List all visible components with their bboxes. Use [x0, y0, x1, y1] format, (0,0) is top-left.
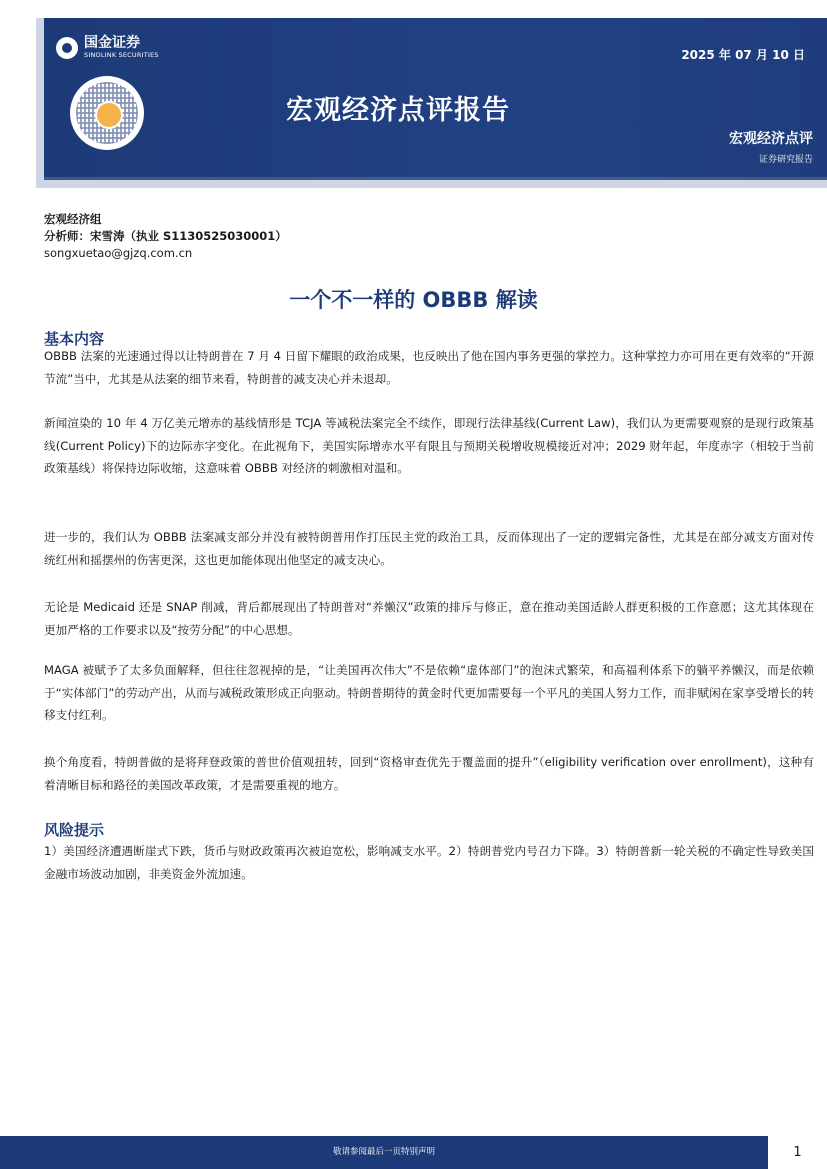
paragraph-3: 进一步的，我们认为 OBBB 法案减支部分并没有被特朗普用作打压民主党的政治工具，反而体现出了一定的逻辑完备性，尤其是在部分减支方面对传统红州和摇摆州的伤害更深，这也更加能体现出他坚定的减支决心。 [44, 530, 814, 567]
logo-text-en: SINOLINK SECURITIES [84, 51, 159, 59]
risk-paragraph: 1）美国经济遭遇断崖式下跌，货币与财政政策再次被迫宽松，影响减支水平。2）特朗普党内号召力下降。3）特朗普新一轮关税的不确定性导致美国金融市场波动加剧，非美资金外流加速。 [44, 844, 814, 881]
report-date: 2025 年 07 月 10 日 [681, 48, 805, 62]
qr-code-icon [70, 76, 144, 150]
footer-disclaimer: 敬请参阅最后一页特别声明 [0, 1136, 768, 1169]
paragraph-5: MAGA 被赋予了太多负面解释，但往往忽视掉的是，“让美国再次伟大”不是依赖“虚体部门”的泡沫式繁荣，和高福利体系下的躺平养懒汉，而是依赖于“实体部门”的劳动产出，从而与减税政策形成正向驱动。特朗普期待的黄金时代更加需要每一个平凡的美国人努力工作，而非赋闲在家享受增长的转移支付红利。 [44, 663, 814, 722]
logo-icon [56, 37, 78, 59]
analyst-info [44, 211, 287, 262]
section-heading-basic: 基本内容 [44, 330, 105, 348]
paragraph-6: 换个角度看，特朗普做的是将拜登政策的普世价值观扭转，回到“资格审查优先于覆盖面的提升”（eligibility verification over enrollment)，这种有着清晰目标和路径的美国改革政策，才是需要重视的地方。 [44, 755, 814, 792]
section-heading-risk: 风险提示 [44, 821, 105, 839]
paragraph-2: 新闻渲染的 10 年 4 万亿美元增赤的基线情形是 TCJA 等减税法案完全不续作，即现行法律基线(Current Law)，我们认为更需要观察的是现行政策基线(Current Policy)下的边际赤字变化。在此视角下，美国实际增赤水平有限且与预期关税增收规模接近对冲；2029 财年起，年度赤字（相较于当前政策基线）将保持边际收缩，这意味着 OBBB 对经济的刺激相对温和。 [44, 416, 814, 475]
company-logo [56, 36, 159, 59]
report-type-title: 宏观经济点评报告 [286, 95, 510, 126]
report-header [44, 18, 827, 180]
analyst-email[interactable]: songxuetao@gjzq.com.cn [44, 246, 193, 260]
report-category: 宏观经济点评 [729, 131, 813, 147]
report-subcategory: 证券研究报告 [758, 155, 813, 165]
paragraph-4: 无论是 Medicaid 还是 SNAP 削减，背后都展现出了特朗普对“养懒汉”政策的排斥与修正，意在推动美国适龄人群更积极的工作意愿；这尤其体现在更加严格的工作要求以及“按劳分配”的中心思想。 [44, 600, 814, 637]
document-title: 一个不一样的 OBBB 解读 [289, 288, 538, 312]
analyst-group: 宏观经济组 [44, 212, 102, 226]
analyst-name: 分析师：宋雪涛（执业 S1130525030001） [44, 229, 287, 243]
header-divider [44, 177, 827, 180]
page-number: 1 [793, 1145, 802, 1160]
paragraph-1: OBBB 法案的光速通过得以让特朗普在 7 月 4 日留下耀眼的政治成果，也反映出了他在国内事务更强的掌控力。这种掌控力亦可用在更有效率的“开源节流”当中，尤其是从法案的细节来看，特朗普的减支决心并未退却。 [44, 349, 814, 386]
logo-text-cn: 国金证券 [84, 35, 140, 51]
